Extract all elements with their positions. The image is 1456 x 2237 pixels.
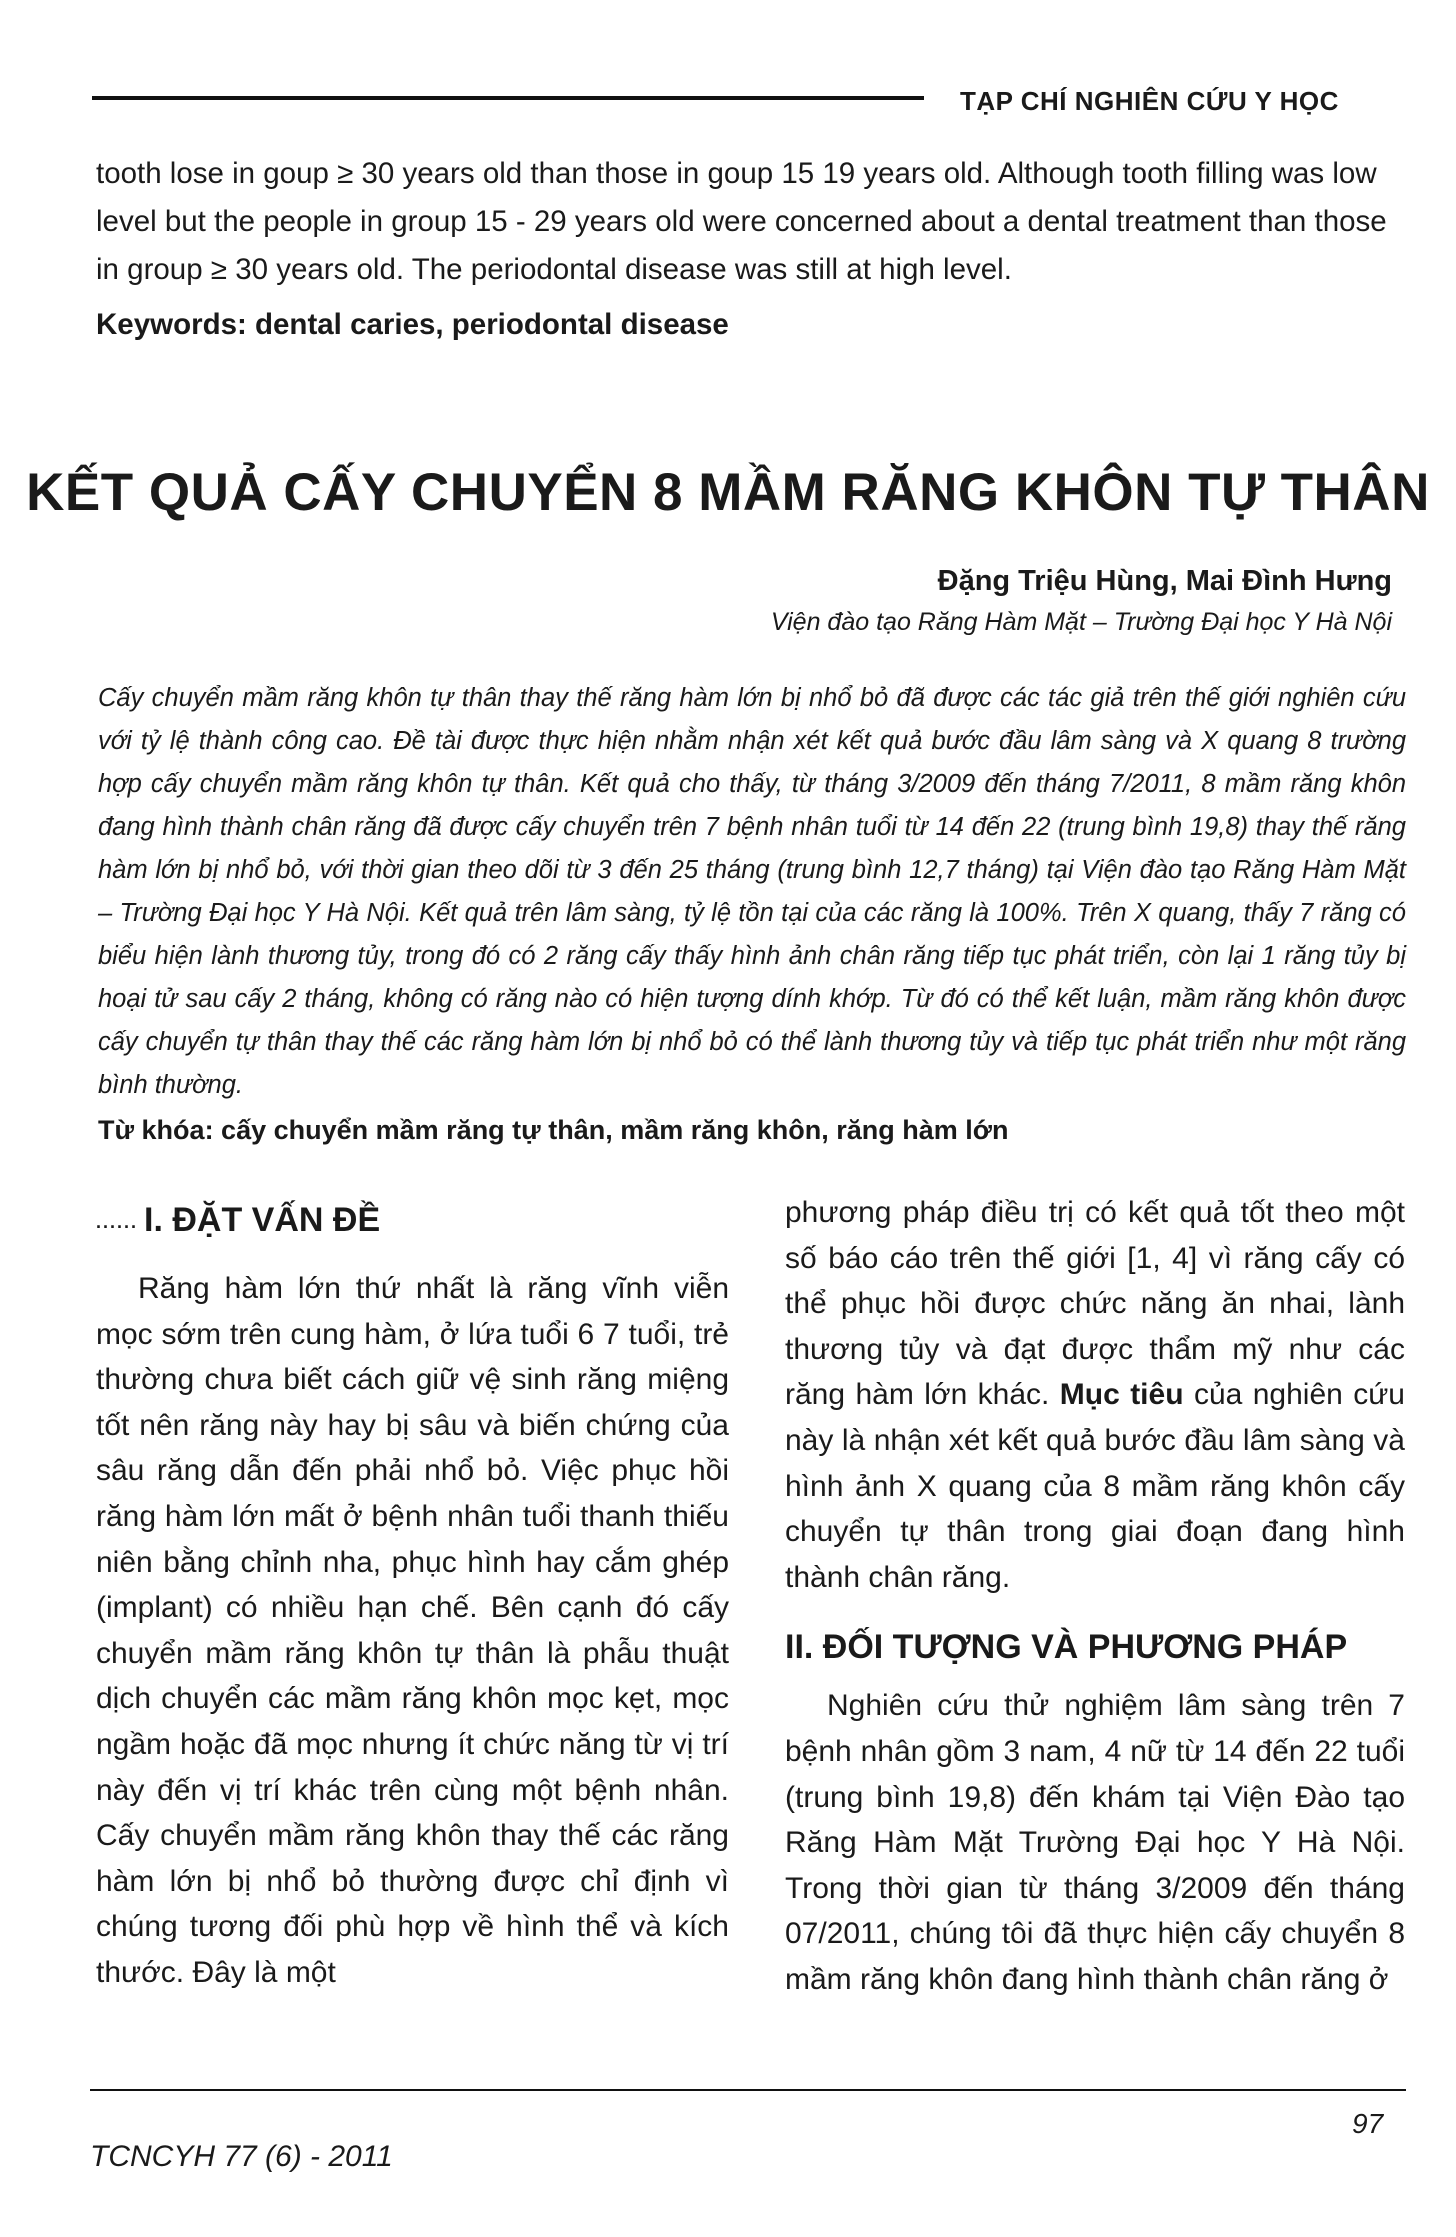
english-abstract-tail: tooth lose in goup ≥ 30 years old than those in goup 15 19 years old. Although tooth filling was low level but the people in group 15 - 29 years old were concerned about a dental treatment than those in group ≥ 30 years old. The periodontal disease was still at high level.	[96, 157, 1387, 286]
page-number: 97	[1352, 2108, 1384, 2139]
footer-rule	[90, 2089, 1406, 2091]
section-2-heading: II. ĐỐI TƯỢNG VÀ PHƯƠNG PHÁP	[785, 1628, 1348, 1667]
continuation-text-after: của nghiên cứu này là nhận xét kết quả bước đầu lâm sàng và hình ảnh X quang của 8 mầm răng khôn cấy chuyển tự thân trong giai đoạn đang hình thành chân răng.	[785, 1378, 1405, 1594]
article-affiliation: Viện đào tạo Răng Hàm Mặt – Trường Đại học Y Hà Nội	[770, 608, 1392, 636]
english-keywords: Keywords: dental caries, periodontal disease	[96, 308, 729, 341]
header-rule	[92, 96, 924, 100]
right-column	[785, 1190, 1405, 2003]
footer-journal-issue: TCNCYH 77 (6) - 2011	[90, 2140, 393, 2173]
article-title: KẾT QUẢ CẤY CHUYỂN 8 MẦM RĂNG KHÔN TỰ THÂN	[26, 463, 1430, 522]
vietnamese-keywords: Từ khóa: cấy chuyển mầm răng tự thân, mầm răng khôn, răng hàm lớn	[98, 1115, 1009, 1145]
section-1-heading	[96, 1190, 729, 1266]
section-marker: ......	[96, 1212, 139, 1233]
article-authors: Đặng Triệu Hùng, Mai Đình Hưng	[937, 565, 1392, 597]
journal-header-title: TẠP CHÍ NGHIÊN CỨU Y HỌC	[960, 86, 1339, 116]
continuation-text-before: phương pháp điều trị có kết quả tốt theo một số báo cáo trên thế giới [1, 4] vì răng cấy có thể phục hồi được chức năng ăn nhai, lành thương tủy và đạt được thẩm mỹ như các răng hàm lớn khác.	[785, 1196, 1405, 1412]
left-column	[96, 1190, 729, 1996]
section-2-paragraph: Nghiên cứu thử nghiệm lâm sàng trên 7 bệnh nhân gồm 3 nam, 4 nữ từ 14 đến 22 tuổi (trung bình 19,8) đến khám tại Viện Đào tạo Răng Hàm Mặt Trường Đại học Y Hà Nội. Trong thời gian từ tháng 3/2009 đến tháng 07/2011, chúng tôi đã thực hiện cấy chuyển 8 mầm răng khôn đang hình thành chân răng ở	[785, 1689, 1405, 1996]
objective-label: Mục tiêu	[1059, 1378, 1184, 1412]
section-1-paragraph: Răng hàm lớn thứ nhất là răng vĩnh viễn mọc sớm trên cung hàm, ở lứa tuổi 6 7 tuổi, trẻ thường chưa biết cách giữ vệ sinh răng miệng tốt nên răng này hay bị sâu và biến chứng của sâu răng dẫn đến phải nhổ bỏ. Việc phục hồi răng hàm lớn mất ở bệnh nhân tuổi thanh thiếu niên bằng chỉnh nha, phục hình hay cắm ghép (implant) có nhiều hạn chế. Bên cạnh đó cấy chuyển mầm răng khôn tự thân là phẫu thuật dịch chuyển các mầm răng khôn mọc kẹt, mọc ngầm hoặc đã mọc nhưng ít chức năng từ vị trí này đến vị trí khác trên cùng một bệnh nhân. Cấy chuyển mầm răng khôn thay thế các răng hàm lớn bị nhổ bỏ thường được chỉ định vì chúng tương đối phù hợp về hình thể và kích thước. Đây là một	[96, 1272, 729, 1989]
vietnamese-abstract: Cấy chuyển mầm răng khôn tự thân thay thế răng hàm lớn bị nhổ bỏ đã được các tác giả trên thế giới nghiên cứu với tỷ lệ thành công cao. Đề tài được thực hiện nhằm nhận xét kết quả bước đầu lâm sàng và X quang 8 trường hợp cấy chuyển mầm răng khôn tự thân. Kết quả cho thấy, từ tháng 3/2009 đến tháng 7/2011, 8 mầm răng khôn đang hình thành chân răng đã được cấy chuyển trên 7 bệnh nhân tuổi từ 14 đến 22 (trung bình 19,8) thay thế răng hàm lớn bị nhổ bỏ, với thời gian theo dõi từ 3 đến 25 tháng (trung bình 12,7 tháng) tại Viện đào tạo Răng Hàm Mặt – Trường Đại học Y Hà Nội. Kết quả trên lâm sàng, tỷ lệ tồn tại của các răng là 100%. Trên X quang, thấy 7 răng có biểu hiện lành thương tủy, trong đó có 2 răng cấy thấy hình ảnh chân răng tiếp tục phát triển, còn lại 1 răng tủy bị hoại tử sau cấy 2 tháng, không có răng nào có hiện tượng dính khớp. Từ đó có thể kết luận, mầm răng khôn được cấy chuyển tự thân thay thế các răng hàm lớn bị nhổ bỏ có thể lành thương tủy và tiếp tục phát triển như một răng bình thường.	[98, 684, 1406, 1099]
section-1-continuation	[785, 1190, 1405, 1600]
section-1-heading-text: I. ĐẶT VẤN ĐỀ	[144, 1201, 381, 1239]
